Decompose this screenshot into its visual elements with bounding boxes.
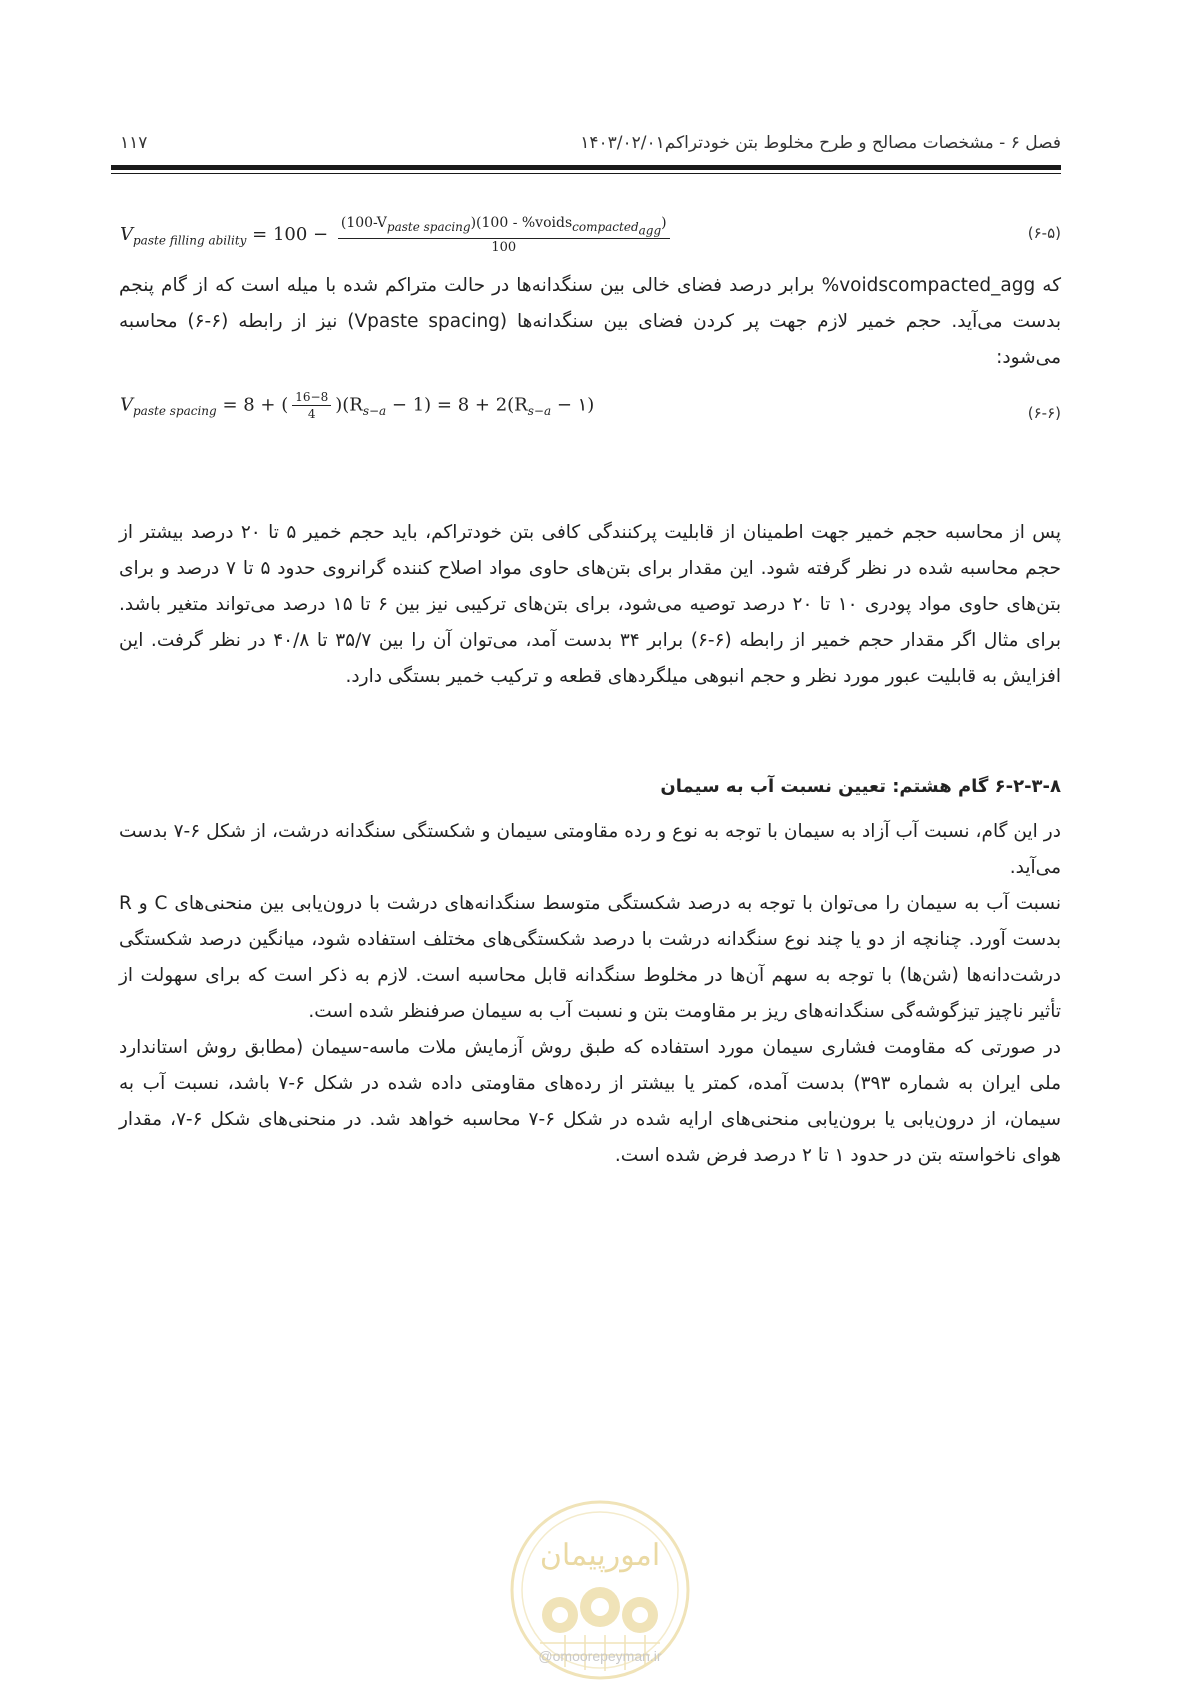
paragraph-step-8-intro: در این گام، نسبت آب آزاد به سیمان با توجه به نوع و رده مقاومتی سیمان و شکستگی سنگدانه درشت، از شکل ۶-۷ بدست می‌آید. bbox=[119, 821, 1061, 878]
equation-paste-spacing: $V_{paste spacing} = 8$ + ( $\frac{16-8}{4}$ )$(R_{s-a} - 1) = 8 + 2(R_{s-a}$ − ۱) bbox=[120, 390, 595, 421]
paragraph-paste-volume: پس از محاسبه حجم خمیر جهت اطمینان از قابلیت پرکنندگی کافی بتن خودتراکم، باید حجم خمیر ۵ تا ۲۰ درصد بیشتر از حجم محاسبه شده در نظر گرفته شود. این مقدار برای بتن‌های حاوی مواد اصلاح کننده گرانروی حدود ۵ تا ۷ درصد و برای بتن‌های حاوی مواد پودری ۱۰ تا ۲۰ درصد توصیه می‌شود، برای بتن‌های ترکیبی نیز بین ۶ تا ۱۵ درصد می‌تواند متغیر باشد. برای مثال اگر مقدار حجم خمیر از رابطه (۶-۶) برابر ۳۴ بدست آمد، می‌توان آن را بین ۳۵/۷ تا ۴۰/۸ در نظر گرفت. این افزایش به قابلیت عبور مورد نظر و حجم انبوهی میلگردهای قطعه و ترکیب خمیر بستگی دارد. bbox=[119, 522, 1062, 687]
equation-number-6-6: (۶-۶) bbox=[1027, 404, 1061, 422]
header-rule-thick bbox=[111, 165, 1061, 170]
eq1-numerator: $(100-V_{paste spacing})(100$ - %voids$_{compacted_{agg}}$) bbox=[338, 215, 670, 239]
eq2-fraction: $\frac{16-8}{4}$ bbox=[292, 390, 331, 421]
section-heading-step-8: ۶-۲-۳-۸ گام هشتم: تعیین نسبت آب به سیمان bbox=[660, 776, 1061, 797]
eq1-fraction bbox=[338, 215, 670, 255]
header-rule-thin bbox=[111, 173, 1061, 174]
eq1-lhs-sub: paste filling ability bbox=[133, 233, 247, 248]
paragraph-water-cement-interpolation: نسبت آب به سیمان را می‌توان با توجه به درصد شکستگی متوسط سنگدانه‌های درشت با درون‌یابی بین منحنی‌های C و R بدست آورد. چنانچه از دو یا چند نوع سنگدانه درشت با درصد شکستگی‌های مختلف استفاده شود، میانگین درصد شکستگی درشت‌دانه‌ها (شن‌ها) با توجه به سهم آن‌ها در مخلوط سنگدانه قابل محاسبه است. لازم به ذکر است که برای سهولت از تأثیر ناچیز تیزگوشه‌گی سنگدانه‌های ریز بر مقاومت بتن و نسبت آب به سیمان صرفنظر شده است. bbox=[119, 893, 1061, 1022]
eq1-lhs: V bbox=[120, 224, 133, 246]
paragraph-cement-strength: در صورتی که مقاومت فشاری سیمان مورد استفاده که طبق روش آزمایش ملات ماسه-سیمان (مطابق روش استاندارد ملی ایران به شماره ۳۹۳) بدست آمده، کمتر یا بیشتر از رده‌های مقاومتی داده شده در شکل ۶-۷ باشد، نسبت آب به سیمان، از درون‌یابی یا برون‌یابی منحنی‌های ارایه شده در شکل ۶-۷ محاسبه خواهد شد. در منحنی‌های شکل ۶-۷، مقدار هوای ناخواسته بتن در حدود ۱ تا ۲ درصد فرض شده است. bbox=[119, 1037, 1061, 1166]
running-header-title: فصل ۶ - مشخصات مصالح و طرح مخلوط بتن خودتراکم۱۴۰۳/۰۲/۰۱ bbox=[580, 133, 1061, 153]
page-number: ۱۱۷ bbox=[120, 133, 148, 153]
watermark-site: @omoorepeyman.ir bbox=[538, 1648, 662, 1664]
eq1-denominator: 100 bbox=[491, 240, 517, 256]
watermark-logo-text: امورپیمان bbox=[539, 1538, 661, 1573]
eq1-operator: = 100 − bbox=[252, 224, 329, 246]
equation-number-6-5: (۶-۵) bbox=[1027, 224, 1061, 242]
paragraph-voids-definition: که ‎%voids‎compacted_agg برابر درصد فضای خالی بین سنگدانه‌ها در حالت متراکم شده با میله است که از گام پنجم بدست می‌آید. حجم خمیر لازم جهت پر کردن فضای بین سنگدانه‌ها (Vpaste spacing) نیز از رابطه (۶-۶) محاسبه می‌شود: bbox=[119, 275, 1061, 368]
equation-paste-filling-ability bbox=[120, 215, 674, 255]
